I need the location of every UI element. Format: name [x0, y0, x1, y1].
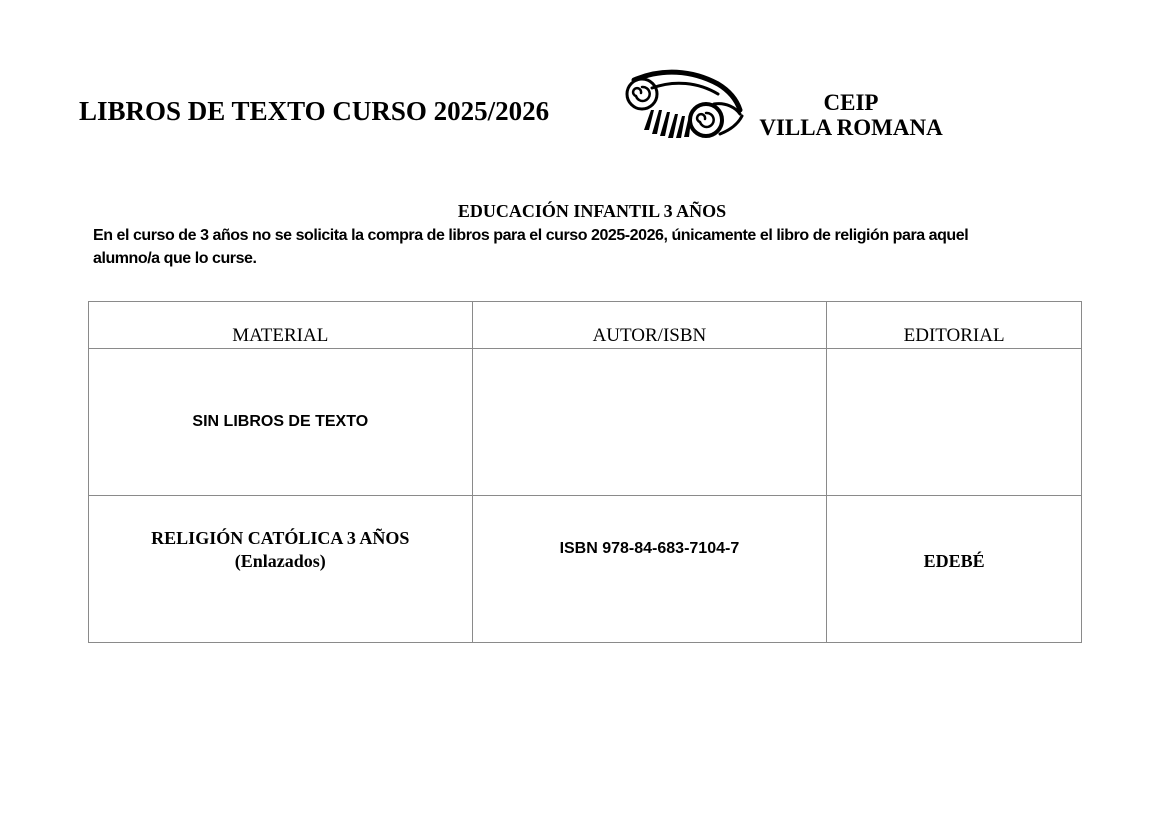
table-row [89, 349, 1082, 496]
editorial-cell [827, 349, 1082, 496]
page-title: LIBROS DE TEXTO CURSO 2025/2026 [79, 96, 550, 126]
material-title: RELIGIÓN CATÓLICA 3 AÑOS [151, 528, 410, 548]
books-table [88, 301, 1082, 643]
editorial-text: EDEBÉ [923, 551, 985, 571]
isbn-text: ISBN 978-84-683-7104-7 [559, 540, 740, 557]
material-cell [89, 496, 473, 643]
editorial-cell [827, 496, 1082, 643]
table-header-row [89, 302, 1082, 349]
column-header-editorial: EDITORIAL [827, 302, 1082, 349]
intro-line-1: En el curso de 3 años no se solicita la compra de libros para el curso 2025-2026, únicamente el libro de religión para aquel [93, 227, 969, 244]
material-subtitle: (Enlazados) [234, 551, 326, 571]
ionic-column-capital-icon [622, 68, 748, 144]
school-name-line2: VILLA ROMANA [759, 115, 943, 140]
material-text [89, 496, 472, 573]
material-cell [89, 349, 473, 496]
autor-isbn-cell [472, 496, 827, 643]
school-name [746, 90, 956, 140]
school-name-line1: CEIP [823, 90, 879, 115]
section-title: EDUCACIÓN INFANTIL 3 AÑOS [457, 201, 727, 221]
column-header-material: MATERIAL [89, 302, 473, 349]
column-header-autor-isbn: AUTOR/ISBN [472, 302, 827, 349]
table-row [89, 496, 1082, 643]
material-text: SIN LIBROS DE TEXTO [192, 413, 369, 430]
intro-line-2: alumno/a que lo curse. [93, 250, 257, 267]
intro-text [93, 224, 1083, 270]
autor-isbn-cell [472, 349, 827, 496]
